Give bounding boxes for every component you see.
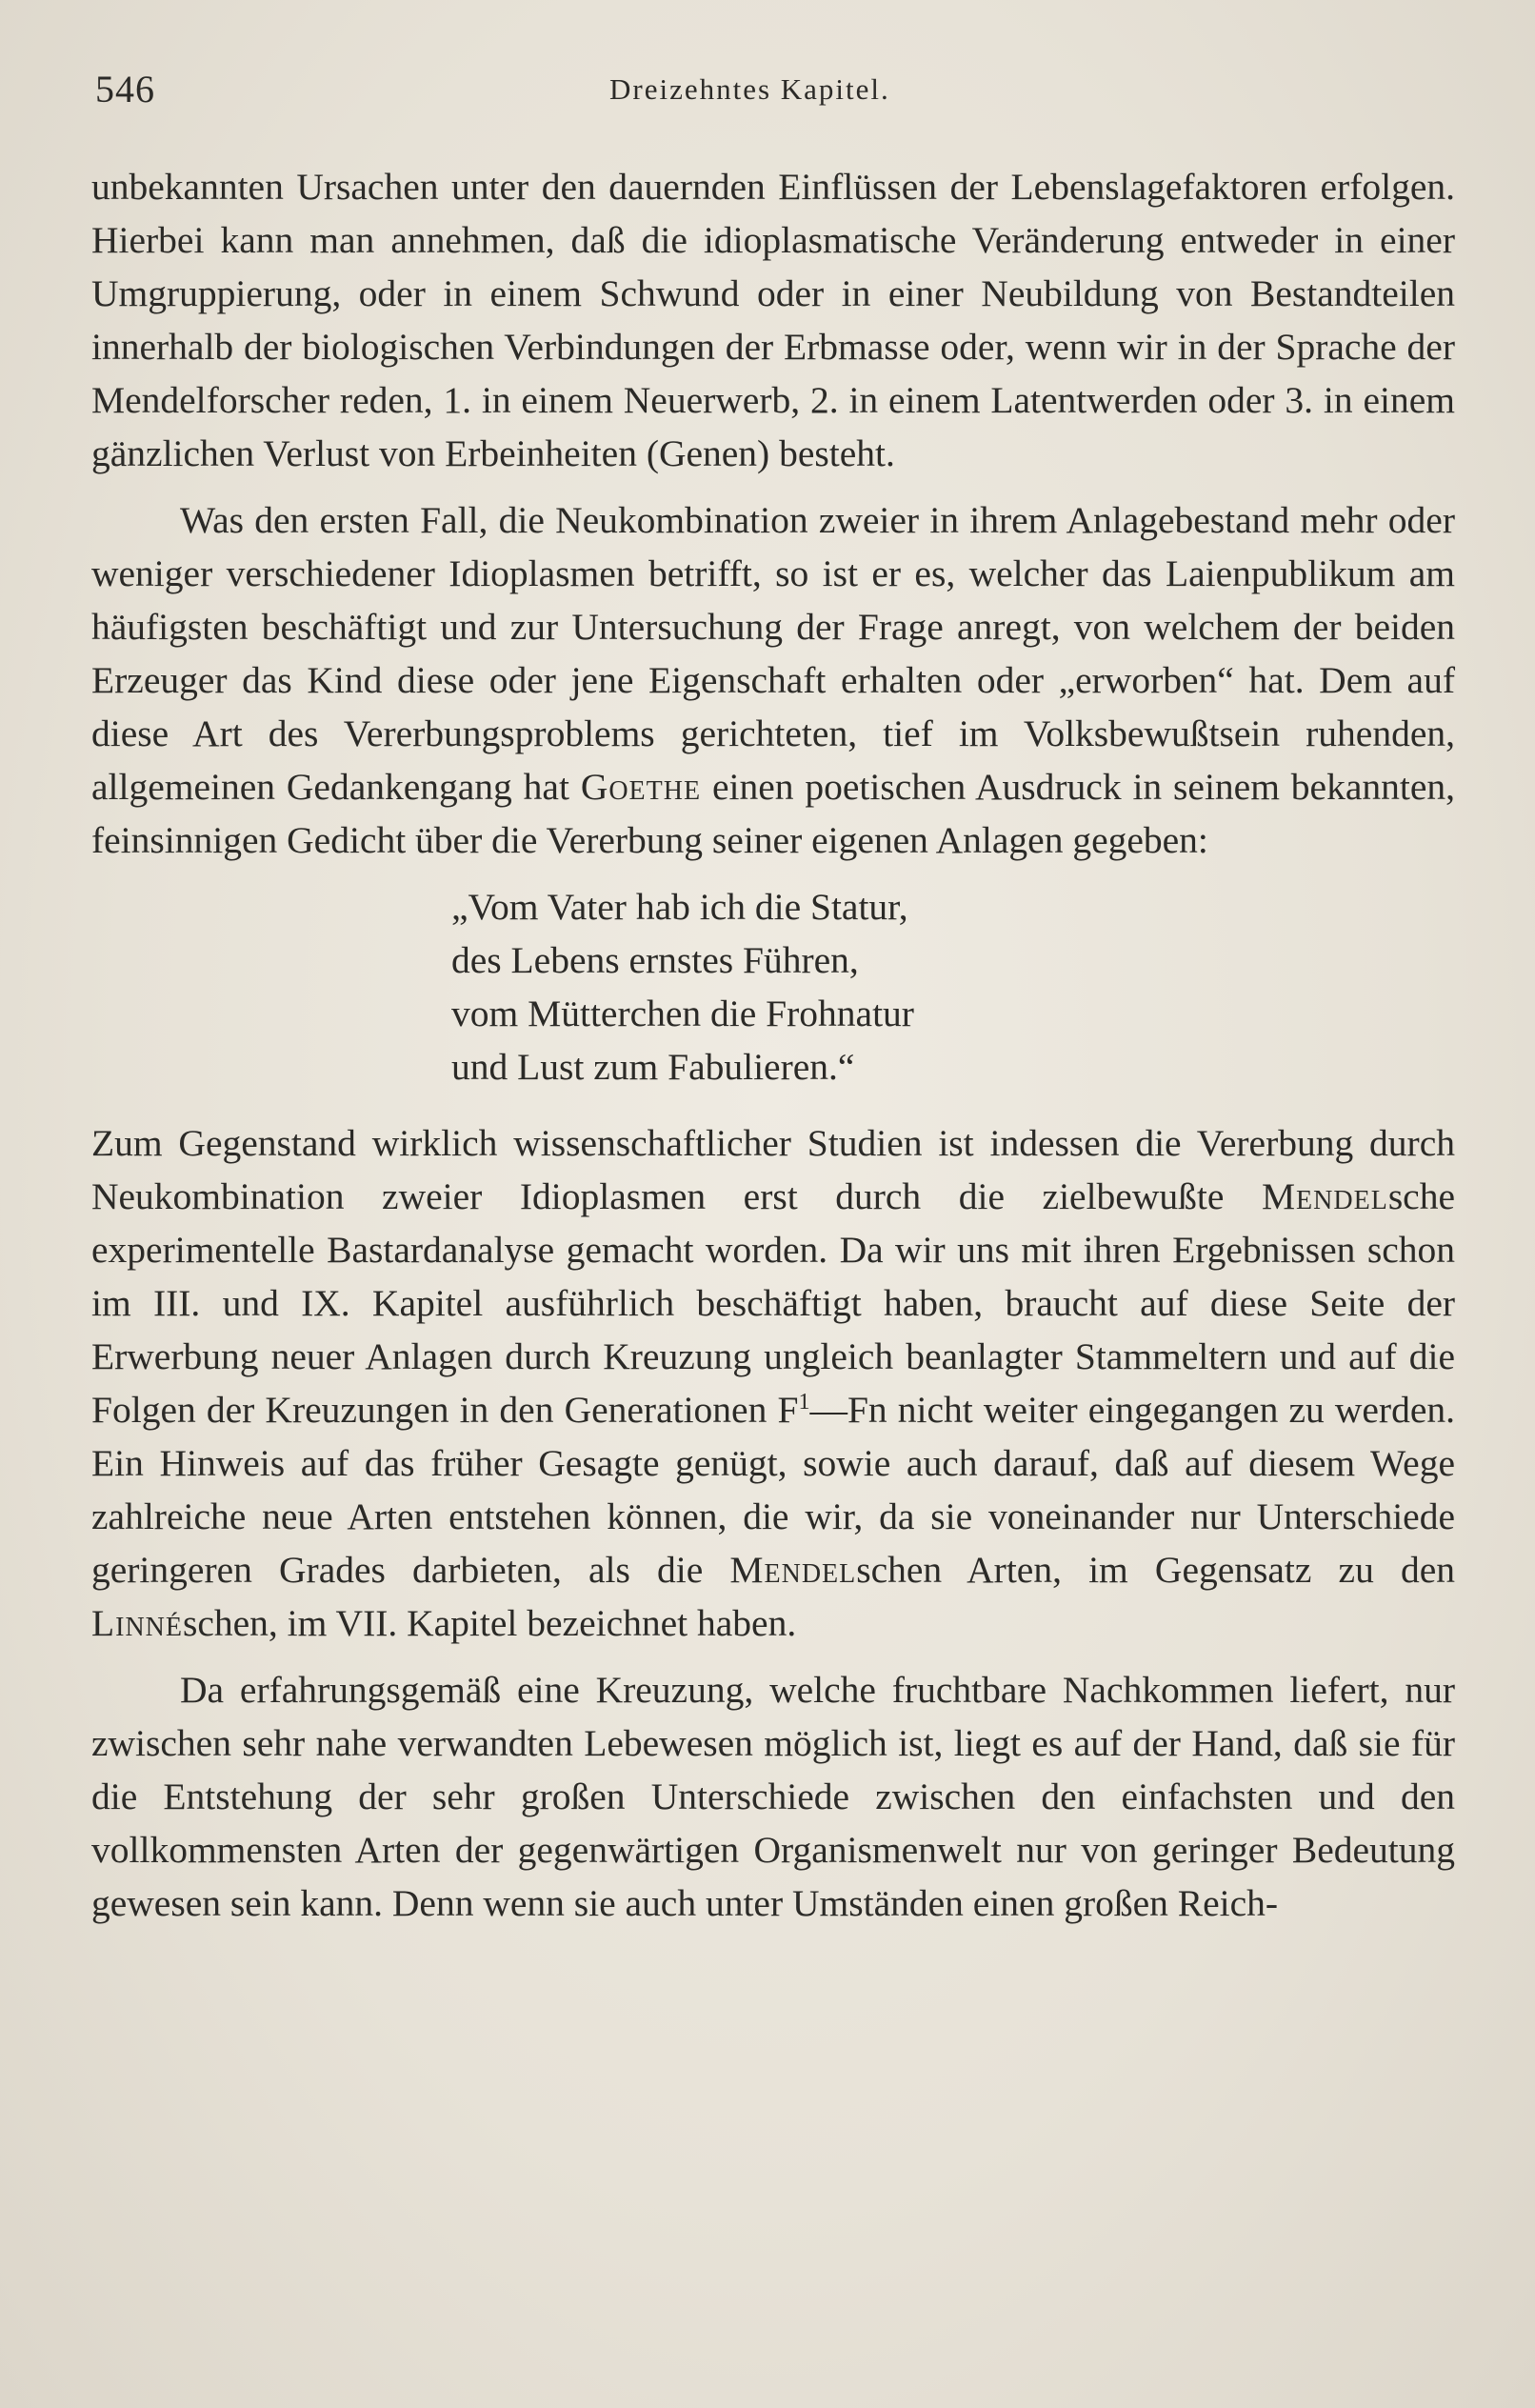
poem-line: des Lebens ernstes Führen,	[451, 939, 859, 981]
name-mendel: Mendel	[1261, 1175, 1388, 1217]
paragraph-3-text-c: —Fn nicht weiter eingegangen zu werden. Ein Hinweis auf das früher Gesagte genügt, sowie auch darauf, daß auf diesem Wege zahlreiche neue Arten entstehen können, die wir, da sie voneinander nur Unterschiede geringeren Grades darbieten, als die	[91, 1389, 1455, 1591]
page-header	[95, 67, 1466, 124]
body-text	[91, 160, 1455, 1930]
paragraph-2-text-b: einen poetischen Ausdruck in seinem bekannten, feinsinnigen Gedicht über die Vererbung seiner eigenen Anlagen gegeben:	[91, 766, 1455, 861]
running-head: Dreizehntes Kapitel.	[609, 72, 890, 106]
paragraph-3-text-e: schen, im VII. Kapitel bezeichnet haben.	[183, 1602, 797, 1644]
name-goethe: Goethe	[580, 766, 702, 808]
superscript-1: 1	[798, 1389, 810, 1415]
paragraph-2-text-a: Was den ersten Fall, die Neukombination zweier in ihrem Anlagebestand mehr oder weniger verschiedener Idioplasmen betrifft, so ist er es, welcher das Laienpublikum am häufigsten beschäftigt und zur Untersuchung der Frage anregt, von welchem der beiden Erzeuger das Kind diese oder jene Eigenschaft erhalten oder „erworben“ hat. Dem auf diese Art des Vererbungsproblems gerichteten, tief im Volksbewußtsein ruhenden, allgemeinen Gedankengang hat	[91, 499, 1455, 808]
poem-line: vom Mütterchen die Frohnatur	[451, 993, 914, 1034]
poem-line: und Lust zum Fabulieren.“	[451, 1046, 855, 1088]
poem-line: „Vom Vater hab ich die Statur,	[451, 886, 908, 928]
name-mendel: Mendel	[729, 1549, 857, 1591]
paragraph-3-text-b: sche experimentelle Bastardanalyse gemacht worden. Da wir uns mit ihren Ergebnissen schon im III. und IX. Kapitel ausführlich beschäftigt haben, braucht auf diese Seite der Erwerbung neuer Anlagen durch Kreuzung ungleich beanlagter Stammeltern und auf die Folgen der Kreuzungen in den Generationen F	[91, 1175, 1455, 1431]
paragraph-4: Da erfahrungsgemäß eine Kreuzung, welche fruchtbare Nachkommen liefert, nur zwischen sehr nahe verwandten Lebewesen möglich ist, liegt es auf der Hand, daß sie für die Entstehung der sehr großen Unterschiede zwischen den einfachsten und den vollkommensten Arten der gegenwärtigen Organismenwelt nur von geringer Bedeutung gewesen sein kann. Denn wenn sie auch unter Umständen einen großen Reich-	[91, 1669, 1455, 1924]
page-number: 546	[95, 68, 155, 110]
paragraph-2	[91, 493, 1455, 867]
name-linne: Linné	[91, 1602, 183, 1644]
paragraph-1: unbekannten Ursachen unter den dauernden Einflüssen der Lebenslagefaktoren erfolgen. Hierbei kann man annehmen, daß die idioplasmatische Veränderung entweder in einer Umgruppierung, oder in einem Schwund oder in einer Neubildung von Bestandteilen innerhalb der biologischen Verbindungen der Erbmasse oder, wenn wir in der Sprache der Mendelforscher reden, 1. in einem Neuerwerb, 2. in einem Latentwerden oder 3. in einem gänzlichen Verlust von Erbeinheiten (Genen) besteht.	[91, 166, 1455, 474]
paragraph-3-text-d: schen Arten, im Gegensatz zu den	[856, 1549, 1455, 1591]
poem-quote	[451, 880, 1455, 1094]
paragraph-3-text-a: Zum Gegenstand wirklich wissenschaftlicher Studien ist indessen die Vererbung durch Neukombination zweier Idioplasmen erst durch die zielbewußte	[91, 1122, 1455, 1217]
paragraph-3	[91, 1116, 1455, 1650]
